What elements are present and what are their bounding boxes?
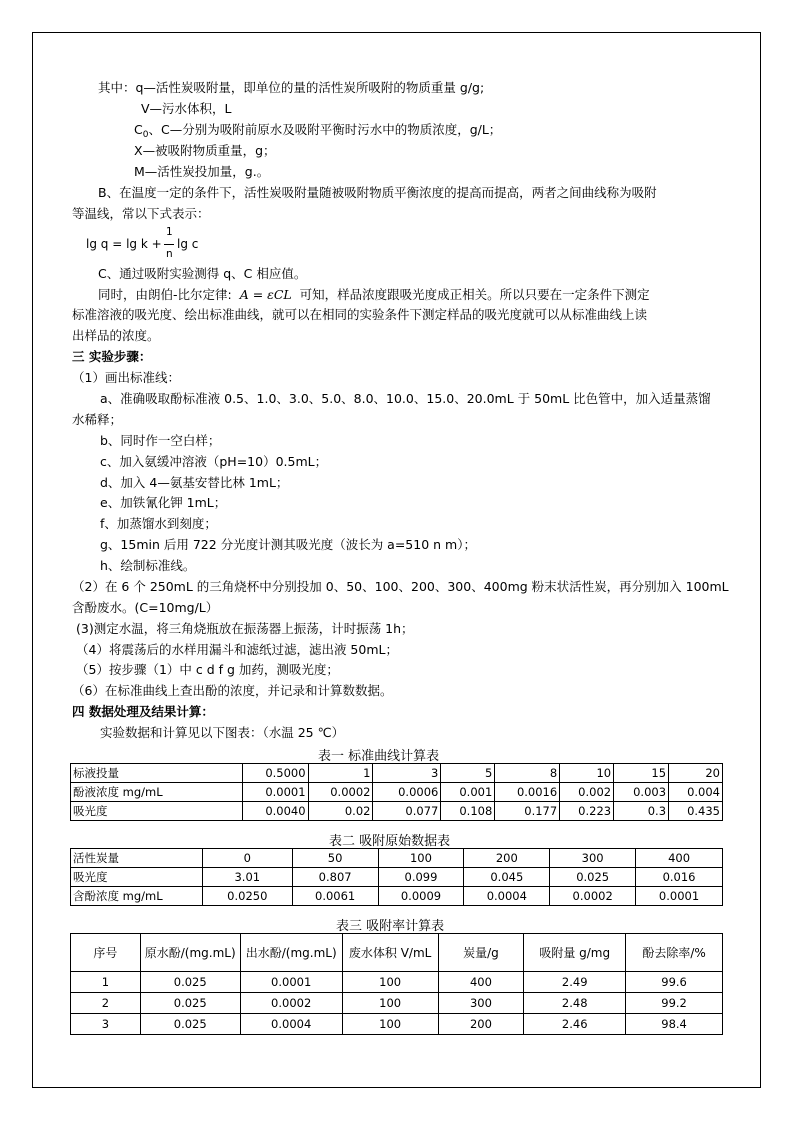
beer-equation: A = εCL — [239, 287, 292, 302]
table-row — [71, 849, 723, 868]
table-cell: 100 — [342, 972, 438, 993]
step-c: c、加入氨缓冲溶液（pH=10）0.5mL； — [100, 454, 328, 469]
step-a-line2: 水稀释； — [72, 412, 123, 427]
table-cell: 0.001 — [441, 783, 495, 802]
table-cell: 0.004 — [669, 783, 723, 802]
definition-x: X—被吸附物质重量，g； — [134, 143, 276, 158]
table-cell: 0.5000 — [242, 764, 308, 783]
column-header: 出水酚/(mg.mL) — [240, 934, 342, 972]
table2-caption: 表二 吸附原始数据表 — [329, 834, 451, 849]
table-cell: 1 — [308, 764, 373, 783]
table-cell: 0.435 — [669, 802, 723, 821]
definition-v: V—污水体积，L — [141, 101, 232, 116]
table-cell: 0.0009 — [378, 887, 464, 906]
table-header-row — [71, 934, 723, 972]
adsorption-rate-table — [70, 933, 723, 1035]
table-row — [71, 1014, 723, 1035]
table-cell: 5 — [441, 764, 495, 783]
step-f: f、加蒸馏水到刻度； — [100, 516, 217, 531]
step4: （4）将震荡后的水样用漏斗和滤纸过滤，滤出液 50mL； — [76, 642, 398, 657]
para-b-line1: B、在温度一定的条件下，活性炭吸附量随被吸附物质平衡浓度的提高而提高，两者之间曲线称为吸附 — [98, 185, 657, 200]
table-cell: 0.077 — [373, 802, 441, 821]
column-header: 序号 — [71, 934, 141, 972]
table-cell: 0 — [202, 849, 292, 868]
table-cell: 2.49 — [524, 972, 626, 993]
step-b: b、同时作一空白样； — [100, 433, 221, 448]
table-cell: 20 — [669, 764, 723, 783]
table-cell: 99.2 — [626, 993, 723, 1014]
step-h: h、绘制标准线。 — [100, 558, 196, 573]
table-cell: 0.0002 — [240, 993, 342, 1014]
table-cell: 0.3 — [614, 802, 669, 821]
column-header: 炭量/g — [438, 934, 524, 972]
table-row — [71, 764, 723, 783]
beer-line3: 出样品的浓度。 — [72, 328, 160, 343]
column-header: 吸附量 g/mg — [524, 934, 626, 972]
formula-rhs: lg c — [177, 237, 199, 251]
row-label: 标液投量 — [71, 764, 243, 783]
table-cell: 400 — [438, 972, 524, 993]
table-cell: 0.025 — [140, 993, 240, 1014]
column-header: 酚去除率/% — [626, 934, 723, 972]
table-cell: 100 — [342, 993, 438, 1014]
formula-numerator: 1 — [166, 226, 173, 238]
para-c: C、通过吸附实验测得 q、C 相应值。 — [98, 266, 307, 281]
table-cell: 0.002 — [560, 783, 614, 802]
table-cell: 0.025 — [140, 972, 240, 993]
table-cell: 0.0040 — [242, 802, 308, 821]
step5: （5）按步骤（1）中 c d f g 加药，测吸光度； — [76, 662, 339, 677]
table-cell: 0.0061 — [292, 887, 378, 906]
section4-heading: 四 数据处理及结果计算： — [72, 704, 214, 719]
table-cell: 100 — [378, 849, 464, 868]
table1-caption: 表一 标准曲线计算表 — [318, 749, 440, 764]
row-label: 活性炭量 — [71, 849, 203, 868]
adsorption-raw-data-table — [70, 848, 723, 906]
step1-title: （1）画出标准线： — [72, 370, 180, 385]
beer-line2: 标准溶液的吸光度、绘出标准曲线，就可以在相同的实验条件下测定样品的吸光度就可以从标准曲线上读 — [72, 307, 648, 322]
table-cell: 0.0001 — [636, 887, 723, 906]
table-cell: 2.48 — [524, 993, 626, 1014]
table-cell: 200 — [464, 849, 550, 868]
table-cell: 0.223 — [560, 802, 614, 821]
table-cell: 0.0004 — [464, 887, 550, 906]
section4-intro: 实验数据和计算见以下图表：（水温 25 ℃） — [100, 725, 345, 740]
row-label: 酚液浓度 mg/mL — [71, 783, 243, 802]
table-row — [71, 887, 723, 906]
table-cell: 3.01 — [202, 868, 292, 887]
table-cell: 50 — [292, 849, 378, 868]
column-header: 废水体积 V/mL — [342, 934, 438, 972]
table-cell: 0.0016 — [495, 783, 560, 802]
table-cell: 0.0001 — [242, 783, 308, 802]
standard-curve-table — [70, 763, 723, 821]
section3-heading: 三 实验步骤： — [72, 349, 152, 364]
table-cell: 99.6 — [626, 972, 723, 993]
table-cell: 0.025 — [550, 868, 636, 887]
column-header: 原水酚/(mg.mL) — [140, 934, 240, 972]
table-cell: 1 — [71, 972, 141, 993]
table-cell: 200 — [438, 1014, 524, 1035]
table-row — [71, 993, 723, 1014]
table-cell: 0.0004 — [240, 1014, 342, 1035]
table-cell: 8 — [495, 764, 560, 783]
table-cell: 3 — [373, 764, 441, 783]
step-e: e、加铁氰化钾 1mL； — [100, 495, 227, 510]
freundlich-formula — [86, 226, 226, 266]
table-cell: 0.016 — [636, 868, 723, 887]
table-row — [71, 802, 723, 821]
table-cell: 0.025 — [140, 1014, 240, 1035]
table3-caption: 表三 吸附率计算表 — [336, 919, 445, 934]
step-a-line1: a、准确吸取酚标准液 0.5、1.0、3.0、5.0、8.0、10.0、15.0、20.0mL 于 50mL 比色管中，加入适量蒸馏 — [100, 391, 711, 406]
beer-line1: 同时，由朗伯-比尔定律: A = εCL 可知，样品浓度跟吸光度成正相关。所以只要在一定条件下测定 — [98, 287, 650, 302]
table-cell: 0.0002 — [550, 887, 636, 906]
row-label: 含酚浓度 mg/mL — [71, 887, 203, 906]
table-row — [71, 783, 723, 802]
step6: （6）在标准曲线上查出酚的浓度，并记录和计算数数据。 — [72, 683, 393, 698]
table-cell: 15 — [614, 764, 669, 783]
formula-denominator: n — [166, 248, 173, 260]
table-cell: 100 — [342, 1014, 438, 1035]
table-cell: 0.02 — [308, 802, 373, 821]
table-cell: 0.045 — [464, 868, 550, 887]
table-cell: 0.003 — [614, 783, 669, 802]
formula-fraction-bar — [164, 244, 174, 245]
table-cell: 0.0002 — [308, 783, 373, 802]
table-cell: 0.108 — [441, 802, 495, 821]
table-row — [71, 868, 723, 887]
table-cell: 0.807 — [292, 868, 378, 887]
step2-line2: 含酚废水。(C=10mg/L） — [72, 600, 219, 615]
table-cell: 0.177 — [495, 802, 560, 821]
para-b-line2: 等温线，常以下式表示： — [72, 206, 210, 221]
table-cell: 2 — [71, 993, 141, 1014]
step3: (3)测定水温，将三角烧瓶放在振荡器上振荡，计时振荡 1h； — [76, 621, 414, 636]
step2-line1: （2）在 6 个 250mL 的三角烧杯中分别投加 0、50、100、200、300、400mg 粉末状活性炭，再分别加入 100mL — [72, 579, 729, 594]
step-g: g、15min 后用 722 分光度计测其吸光度（波长为 a=510 n m）； — [100, 537, 476, 552]
formula-lhs: lg q = lg k + — [86, 237, 162, 251]
table-cell: 3 — [71, 1014, 141, 1035]
table-cell: 10 — [560, 764, 614, 783]
definition-m: M—活性炭投加量，g.。 — [134, 164, 270, 179]
row-label: 吸光度 — [71, 868, 203, 887]
table-row — [71, 972, 723, 993]
table-cell: 300 — [550, 849, 636, 868]
row-label: 吸光度 — [71, 802, 243, 821]
definition-c: $C_0$、C—分别为吸附前原水及吸附平衡时污水中的物质浓度，g/L； — [134, 122, 502, 140]
step-d: d、加入 4—氨基安替比林 1mL； — [100, 475, 289, 490]
table-cell: 0.0006 — [373, 783, 441, 802]
table-cell: 0.0250 — [202, 887, 292, 906]
table-cell: 0.099 — [378, 868, 464, 887]
table-cell: 2.46 — [524, 1014, 626, 1035]
table-cell: 98.4 — [626, 1014, 723, 1035]
table-cell: 300 — [438, 993, 524, 1014]
definition-q: 其中：q—活性炭吸附量，即单位的量的活性炭所吸附的物质重量 g/g; — [98, 80, 485, 95]
table-cell: 0.0001 — [240, 972, 342, 993]
table-cell: 400 — [636, 849, 723, 868]
